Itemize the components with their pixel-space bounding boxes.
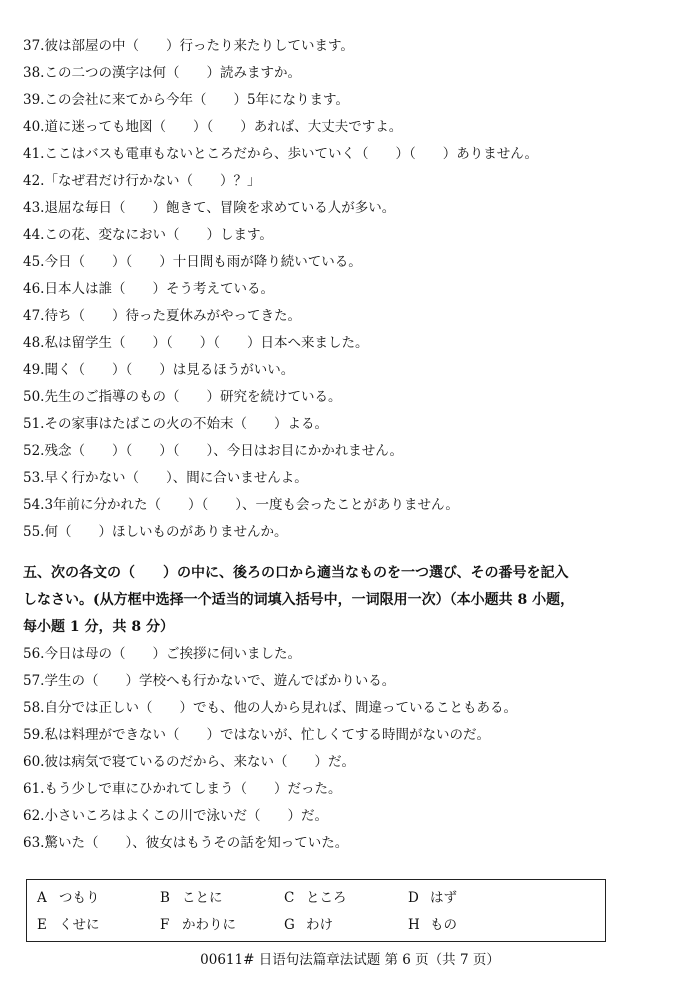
question-50: 50.先生のご指導のもの（ ）研究を続けている。 <box>23 389 342 405</box>
option-word: ことに <box>182 890 223 906</box>
question-44: 44.この花、変なにおい（ ）します。 <box>23 227 273 243</box>
question-51: 51.その家事はたばこの火の不始末（ ）よる。 <box>23 416 328 432</box>
option-letter: A <box>37 890 47 906</box>
question-43: 43.退屈な毎日（ ）飽きて、冒険を求めている人が多い。 <box>23 200 396 216</box>
option-a <box>37 889 100 907</box>
question-37: 37.彼は部屋の中（ ）行ったり来たりしています。 <box>23 38 354 54</box>
question-63: 63.驚いた（ ）、彼女はもうその話を知っていた。 <box>23 835 349 851</box>
question-54: 54.3年前に分かれた（ ）（ ）、一度も会ったことがありません。 <box>23 497 459 513</box>
question-60: 60.彼は病気で寝ているのだから、来ない（ ）だ。 <box>23 754 355 770</box>
section-5-line-1: 五、次の各文の（ ）の中に、後ろの口から適当なものを一つ選び、その番号を記入 <box>23 565 569 581</box>
option-letter: E <box>37 917 47 933</box>
question-56: 56.今日は母の（ ）ご挨拶に伺いました。 <box>23 646 301 662</box>
question-58: 58.自分では正しい（ ）でも、他の人から見れば、間違っていることもある。 <box>23 700 517 716</box>
section-5-instruction <box>23 560 663 641</box>
question-40: 40.道に迷っても地図（ ）（ ）あれば、大丈夫ですよ。 <box>23 119 403 135</box>
option-f <box>160 916 236 934</box>
option-word: かわりに <box>182 917 236 933</box>
options-box <box>26 879 606 942</box>
option-letter: C <box>284 890 295 906</box>
option-word: くせに <box>59 917 100 933</box>
question-49: 49.聞く（ ）（ ）は見るほうがいい。 <box>23 362 295 378</box>
option-d <box>408 889 457 907</box>
option-word: わけ <box>306 917 333 933</box>
page-footer: 00611# 日语句法篇章法试题 第 6 页（共 7 页） <box>200 952 500 968</box>
question-62: 62.小さいころはよくこの川で泳いだ（ ）だ。 <box>23 808 328 824</box>
option-h <box>408 916 457 934</box>
option-word: はず <box>430 890 457 906</box>
question-52: 52.残念（ ）（ ）（ ）、今日はお目にかかれません。 <box>23 443 404 459</box>
question-41: 41.ここはバスも電車もないところだから、歩いていく（ ）（ ）ありません。 <box>23 146 539 162</box>
question-53: 53.早く行かない（ ）、間に合いませんよ。 <box>23 470 308 486</box>
question-42: 42.「なぜ君だけ行かない（ ）？」 <box>23 173 261 189</box>
question-47: 47.待ち（ ）待った夏休みがやってきた。 <box>23 308 301 324</box>
option-letter: G <box>284 917 295 933</box>
option-letter: D <box>408 890 419 906</box>
section-5-line-2: しなさい。(从方框中选择一个适当的词填入括号中，一词限用一次）（本小题共 8 小题， <box>23 592 575 608</box>
question-46: 46.日本人は誰（ ）そう考えている。 <box>23 281 274 297</box>
question-59: 59.私は料理ができない（ ）ではないが、忙しくてする時間がないのだ。 <box>23 727 490 743</box>
option-b <box>160 889 223 907</box>
option-g <box>284 916 333 934</box>
question-48: 48.私は留学生（ ）（ ）（ ）日本へ来ました。 <box>23 335 369 351</box>
section-5-line-3: 每小题 1 分，共 8 分） <box>23 619 174 635</box>
question-55: 55.何（ ）ほしいものがありませんか。 <box>23 524 288 540</box>
question-45: 45.今日（ ）（ ）十日間も雨が降り続いている。 <box>23 254 362 270</box>
option-word: もの <box>430 917 457 933</box>
question-61: 61.もう少しで車にひかれてしまう（ ）だった。 <box>23 781 342 797</box>
question-57: 57.学生の（ ）学校へも行かないで、遊んでばかりいる。 <box>23 673 396 689</box>
question-38: 38.この二つの漢字は何（ ）読みますか。 <box>23 65 301 81</box>
option-word: つもり <box>59 890 100 906</box>
option-c <box>284 889 347 907</box>
option-letter: B <box>160 890 170 906</box>
option-letter: H <box>408 917 420 933</box>
option-word: ところ <box>306 890 347 906</box>
option-letter: F <box>160 917 170 933</box>
question-39: 39.この会社に来てから今年（ ）5年になります。 <box>23 92 349 108</box>
option-e <box>37 916 100 934</box>
